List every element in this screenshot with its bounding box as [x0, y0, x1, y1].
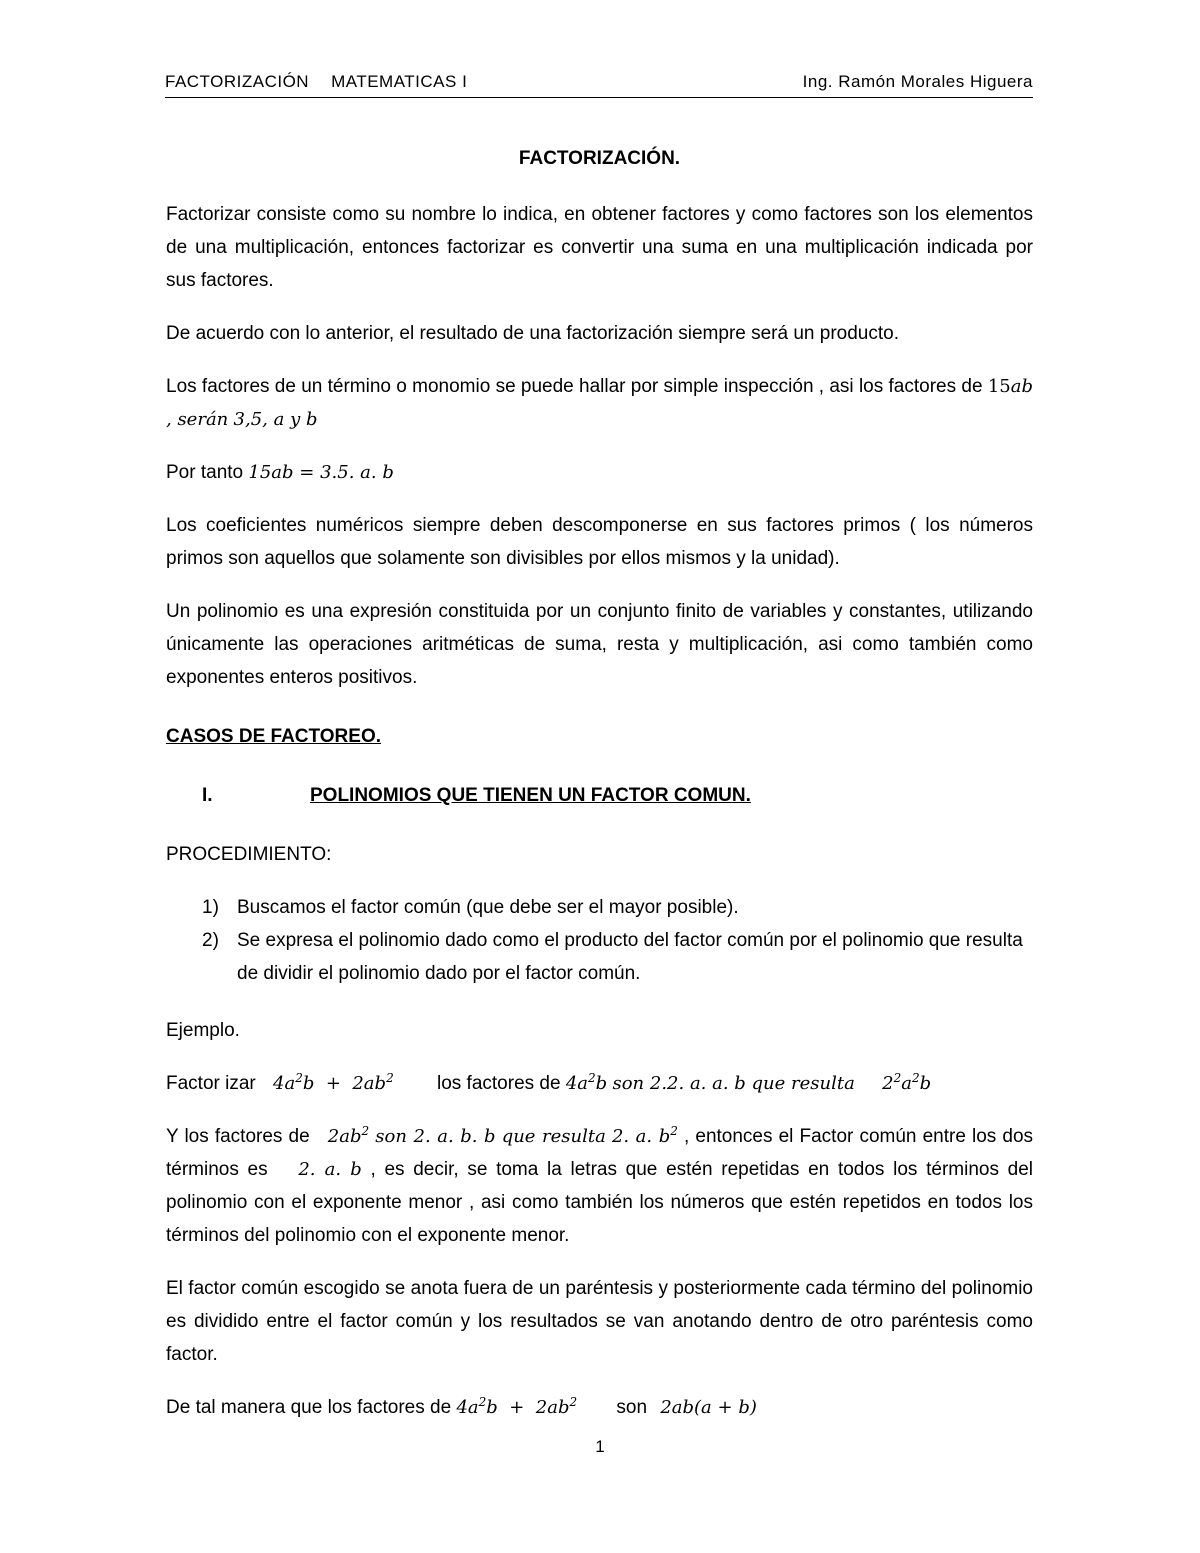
math-que-resulta: que resulta — [501, 1126, 606, 1147]
header-title: FACTORIZACIÓN — [165, 72, 310, 91]
paragraph-por-tanto: Por tanto 15ab = 3.5. a. b — [166, 462, 394, 483]
math-common-factor: 2. a. b — [298, 1159, 362, 1180]
example-heading: Ejemplo. — [166, 1020, 240, 1041]
paragraph-coefficients: Los coeficientes numéricos siempre deben descomponerse en sus factores primos ( los números primos son aquellos que solamente son divisibles por ellos mismos y la unidad). — [166, 515, 1033, 569]
header-subject: MATEMATICAS I — [331, 72, 468, 91]
example-line-1: Factor izar $4a^2b + 2ab^2$ los factores de $4a^2b$ son 2.2. a. a. b que resulta $2^2a^2b$ — [166, 1071, 932, 1094]
math-ab: ab — [1010, 376, 1033, 397]
example-line-2: Y los factores de $2ab^2$ son 2. a. b. b que resulta 2. a. $b^2$ , entonces el Factor común entre los dos términos es 2. a. b , es decir, se toma la letras que estén repetidas en todos los términos del polinomio con el exponente menor , asi como también los números que estén repetidos en todos los términos del polinomio con el exponente menor. — [166, 1124, 1034, 1246]
header-author: Ing. Ramón Morales Higuera — [802, 72, 1033, 91]
procedure-heading: PROCEDIMIENTO: — [166, 844, 332, 865]
math-polynomial-final: $4a^2b + 2ab^2$ — [456, 1395, 578, 1418]
page-number: 1 — [595, 1437, 605, 1456]
math-seran: , serán — [166, 409, 229, 430]
procedure-steps — [166, 891, 1033, 990]
math-factors-1: son 2.2. a. a. b que resulta — [612, 1073, 855, 1094]
math-result-2: 2. a. $b^2$ — [611, 1124, 678, 1147]
section-number: I. — [202, 785, 213, 806]
paragraph-procedure-explained: El factor común escogido se anota fuera de un paréntesis y posteriormente cada término del polinomio es dividido entre el factor común y los resultados se van anotando dentro de otro paréntesis como factor. — [166, 1278, 1033, 1365]
document-body — [166, 142, 1033, 1444]
math-factors-2: son 2. a. b. b — [375, 1126, 496, 1147]
paragraph-definition: Factorizar consiste como su nombre lo indica, en obtener factores y como factores son los elementos de una multiplicación, entonces factorizar es convertir una suma en una multiplicación indicada por sus factores. — [166, 204, 1033, 291]
list-item: 2) Se expresa el polinomio dado como el producto del factor común por el polinomio que resulta de dividir el polinomio dado por el factor común. — [202, 930, 1023, 984]
math-term-2: $2ab^2$ — [327, 1124, 370, 1147]
section-title: POLINOMIOS QUE TIENEN UN FACTOR COMUN. — [310, 785, 751, 806]
math-factorization: 15ab = 3.5. a. b — [248, 462, 394, 483]
paragraph-result: De acuerdo con lo anterior, el resultado de una factorización siempre será un producto. — [166, 323, 899, 344]
list-item: 1) Buscamos el factor común (que debe ser el mayor posible). — [202, 897, 739, 918]
example-final-line: De tal manera que los factores de $4a^2b + 2ab^2$ son 2ab(a + b) — [166, 1395, 757, 1418]
cases-heading: CASOS DE FACTOREO. — [166, 726, 382, 747]
math-result-1: $2^2a^2b$ — [882, 1071, 932, 1094]
paragraph-monomial: Los factores de un término o monomio se puede hallar por simple inspección , asi los factores de 15ab , serán 3,5, a y b — [166, 376, 1033, 430]
section-heading — [166, 779, 1033, 812]
math-values: 3,5, a y b — [233, 409, 318, 430]
math-term-1: $4a^2b$ — [565, 1071, 608, 1094]
header-left — [165, 72, 467, 92]
math-final-result: 2ab(a + b) — [660, 1397, 757, 1418]
math-polynomial: $4a^2b + 2ab^2$ — [273, 1071, 394, 1094]
math-15: 15 — [987, 376, 1011, 397]
document-title: FACTORIZACIÓN. — [518, 148, 681, 169]
page-header — [165, 72, 1033, 98]
paragraph-polynomial: Un polinomio es una expresión constituida por un conjunto finito de variables y constantes, utilizando únicamente las operaciones aritméticas de suma, resta y multiplicación, asi como también como exponentes enteros positivos. — [166, 601, 1033, 688]
